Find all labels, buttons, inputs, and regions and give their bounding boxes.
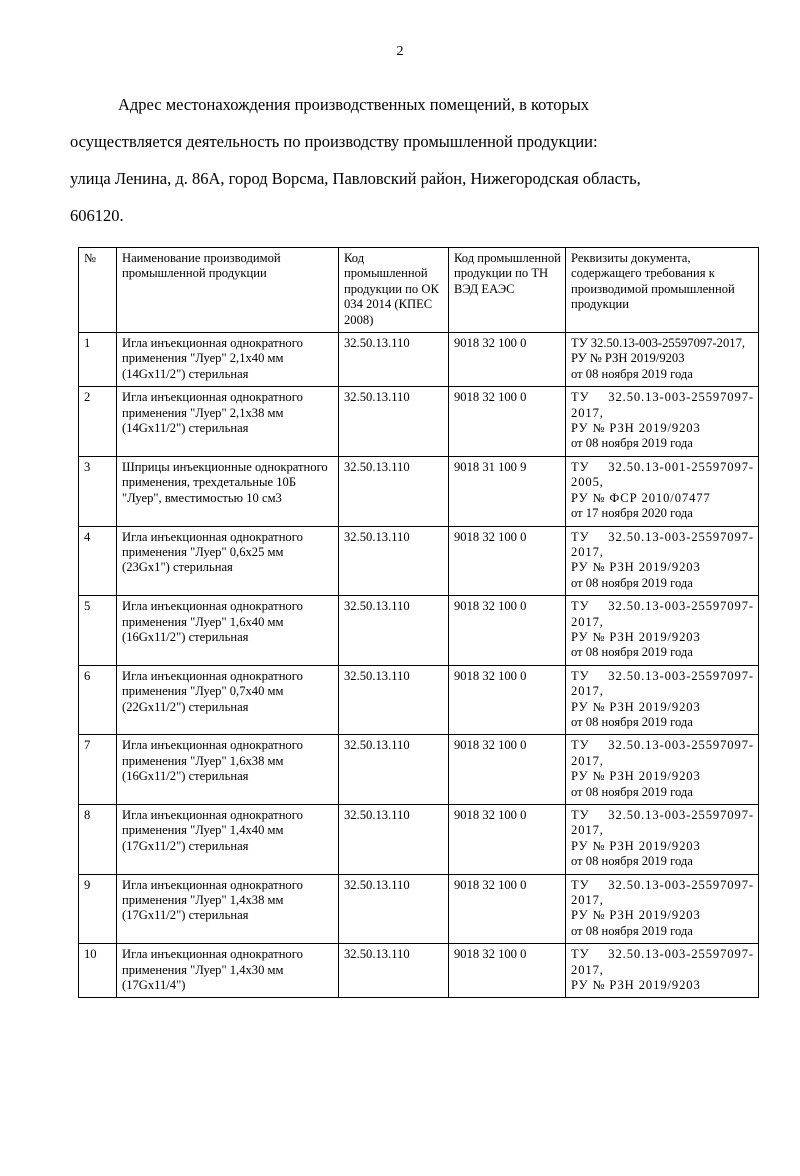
table-row <box>79 456 759 526</box>
cell-tnved-code: 9018 32 100 0 <box>449 526 566 596</box>
header-okpd: Код промышленной продукции по ОК 034 2014 (КПЕС 2008) <box>339 248 449 333</box>
cell-tnved-code: 9018 32 100 0 <box>449 944 566 998</box>
cell-tnved-code: 9018 32 100 0 <box>449 387 566 457</box>
cell-num: 1 <box>79 333 117 387</box>
cell-product-name: Игла инъекционная однократного применения "Луер" 1,4х38 мм (17Gх11/2") стерильная <box>117 874 339 944</box>
table-row <box>79 665 759 735</box>
cell-okpd-code: 32.50.13.110 <box>339 596 449 666</box>
cell-num: 10 <box>79 944 117 998</box>
table-row <box>79 944 759 998</box>
cell-document-details: ТУ 32.50.13-003-25597097-2017, РУ № РЗН 2019/9203 от 08 ноября 2019 года <box>566 526 759 596</box>
cell-num: 3 <box>79 456 117 526</box>
cell-num: 7 <box>79 735 117 805</box>
cell-document-details: ТУ 32.50.13-003-25597097-2017, РУ № РЗН 2019/9203 от 08 ноября 2019 года <box>566 333 759 387</box>
cell-product-name: Игла инъекционная однократного применения "Луер" 2,1х38 мм (14Gх11/2") стерильная <box>117 387 339 457</box>
cell-tnved-code: 9018 32 100 0 <box>449 874 566 944</box>
page-number: 2 <box>396 44 404 59</box>
cell-okpd-code: 32.50.13.110 <box>339 456 449 526</box>
cell-okpd-code: 32.50.13.110 <box>339 387 449 457</box>
cell-num: 4 <box>79 526 117 596</box>
cell-product-name: Игла инъекционная однократного применения "Луер" 1,6х40 мм (16Gх11/2") стерильная <box>117 596 339 666</box>
cell-product-name: Шприцы инъекционные однократного применения, трехдетальные 10Б "Луер", вместимостью 10 см3 <box>117 456 339 526</box>
intro-line-1: Адрес местонахождения производственных помещений, в которых <box>118 95 590 114</box>
cell-document-details: ТУ 32.50.13-003-25597097-2017, РУ № РЗН 2019/9203 от 08 ноября 2019 года <box>566 735 759 805</box>
cell-okpd-code: 32.50.13.110 <box>339 944 449 998</box>
cell-tnved-code: 9018 32 100 0 <box>449 735 566 805</box>
header-name: Наименование производимой промышленной продукции <box>117 248 339 333</box>
cell-okpd-code: 32.50.13.110 <box>339 735 449 805</box>
table-row <box>79 526 759 596</box>
cell-okpd-code: 32.50.13.110 <box>339 665 449 735</box>
table-row <box>79 805 759 875</box>
cell-product-name: Игла инъекционная однократного применения "Луер" 2,1х40 мм (14Gх11/2") стерильная <box>117 333 339 387</box>
cell-product-name: Игла инъекционная однократного применения "Луер" 1,4х30 мм (17Gх11/4") <box>117 944 339 998</box>
cell-num: 6 <box>79 665 117 735</box>
cell-product-name: Игла инъекционная однократного применения "Луер" 1,4х40 мм (17Gх11/2") стерильная <box>117 805 339 875</box>
cell-product-name: Игла инъекционная однократного применения "Луер" 1,6х38 мм (16Gх11/2") стерильная <box>117 735 339 805</box>
intro-line-3: улица Ленина, д. 86А, город Ворсма, Павловский район, Нижегородская область, <box>70 169 641 188</box>
table-row <box>79 596 759 666</box>
cell-tnved-code: 9018 32 100 0 <box>449 596 566 666</box>
cell-okpd-code: 32.50.13.110 <box>339 526 449 596</box>
cell-tnved-code: 9018 32 100 0 <box>449 333 566 387</box>
cell-num: 8 <box>79 805 117 875</box>
cell-num: 9 <box>79 874 117 944</box>
cell-document-details: ТУ 32.50.13-003-25597097-2017, РУ № РЗН 2019/9203 от 08 ноября 2019 года <box>566 874 759 944</box>
cell-okpd-code: 32.50.13.110 <box>339 333 449 387</box>
intro-line-4: 606120. <box>70 206 124 225</box>
cell-tnved-code: 9018 32 100 0 <box>449 805 566 875</box>
table-body <box>79 333 759 998</box>
cell-document-details: ТУ 32.50.13-003-25597097-2017, РУ № РЗН 2019/9203 от 08 ноября 2019 года <box>566 665 759 735</box>
cell-document-details: ТУ 32.50.13-003-25597097-2017, РУ № РЗН 2019/9203 от 08 ноября 2019 года <box>566 596 759 666</box>
cell-document-details: ТУ 32.50.13-003-25597097-2017, РУ № РЗН 2019/9203 <box>566 944 759 998</box>
cell-document-details: ТУ 32.50.13-003-25597097-2017, РУ № РЗН 2019/9203 от 08 ноября 2019 года <box>566 387 759 457</box>
table-row <box>79 735 759 805</box>
cell-num: 5 <box>79 596 117 666</box>
cell-product-name: Игла инъекционная однократного применения "Луер" 0,6х25 мм (23Gх1") стерильная <box>117 526 339 596</box>
header-num: № <box>79 248 117 333</box>
intro-line-2: осуществляется деятельность по производству промышленной продукции: <box>70 132 598 151</box>
intro-paragraph <box>70 86 753 234</box>
cell-product-name: Игла инъекционная однократного применения "Луер" 0,7х40 мм (22Gх11/2") стерильная <box>117 665 339 735</box>
header-tnved: Код промышленной продукции по ТН ВЭД ЕАЭС <box>449 248 566 333</box>
table-row <box>79 333 759 387</box>
table-row <box>79 387 759 457</box>
cell-document-details: ТУ 32.50.13-003-25597097-2017, РУ № РЗН 2019/9203 от 08 ноября 2019 года <box>566 805 759 875</box>
cell-okpd-code: 32.50.13.110 <box>339 805 449 875</box>
header-doc: Реквизиты документа, содержащего требования к производимой промышленной продукции <box>566 248 759 333</box>
table-header-row <box>79 248 759 333</box>
cell-tnved-code: 9018 32 100 0 <box>449 665 566 735</box>
table-row <box>79 874 759 944</box>
cell-num: 2 <box>79 387 117 457</box>
cell-okpd-code: 32.50.13.110 <box>339 874 449 944</box>
product-registry-table <box>78 247 759 998</box>
cell-tnved-code: 9018 31 100 9 <box>449 456 566 526</box>
document-page <box>0 44 800 1176</box>
cell-document-details: ТУ 32.50.13-001-25597097-2005, РУ № ФСР 2010/07477 от 17 ноября 2020 года <box>566 456 759 526</box>
